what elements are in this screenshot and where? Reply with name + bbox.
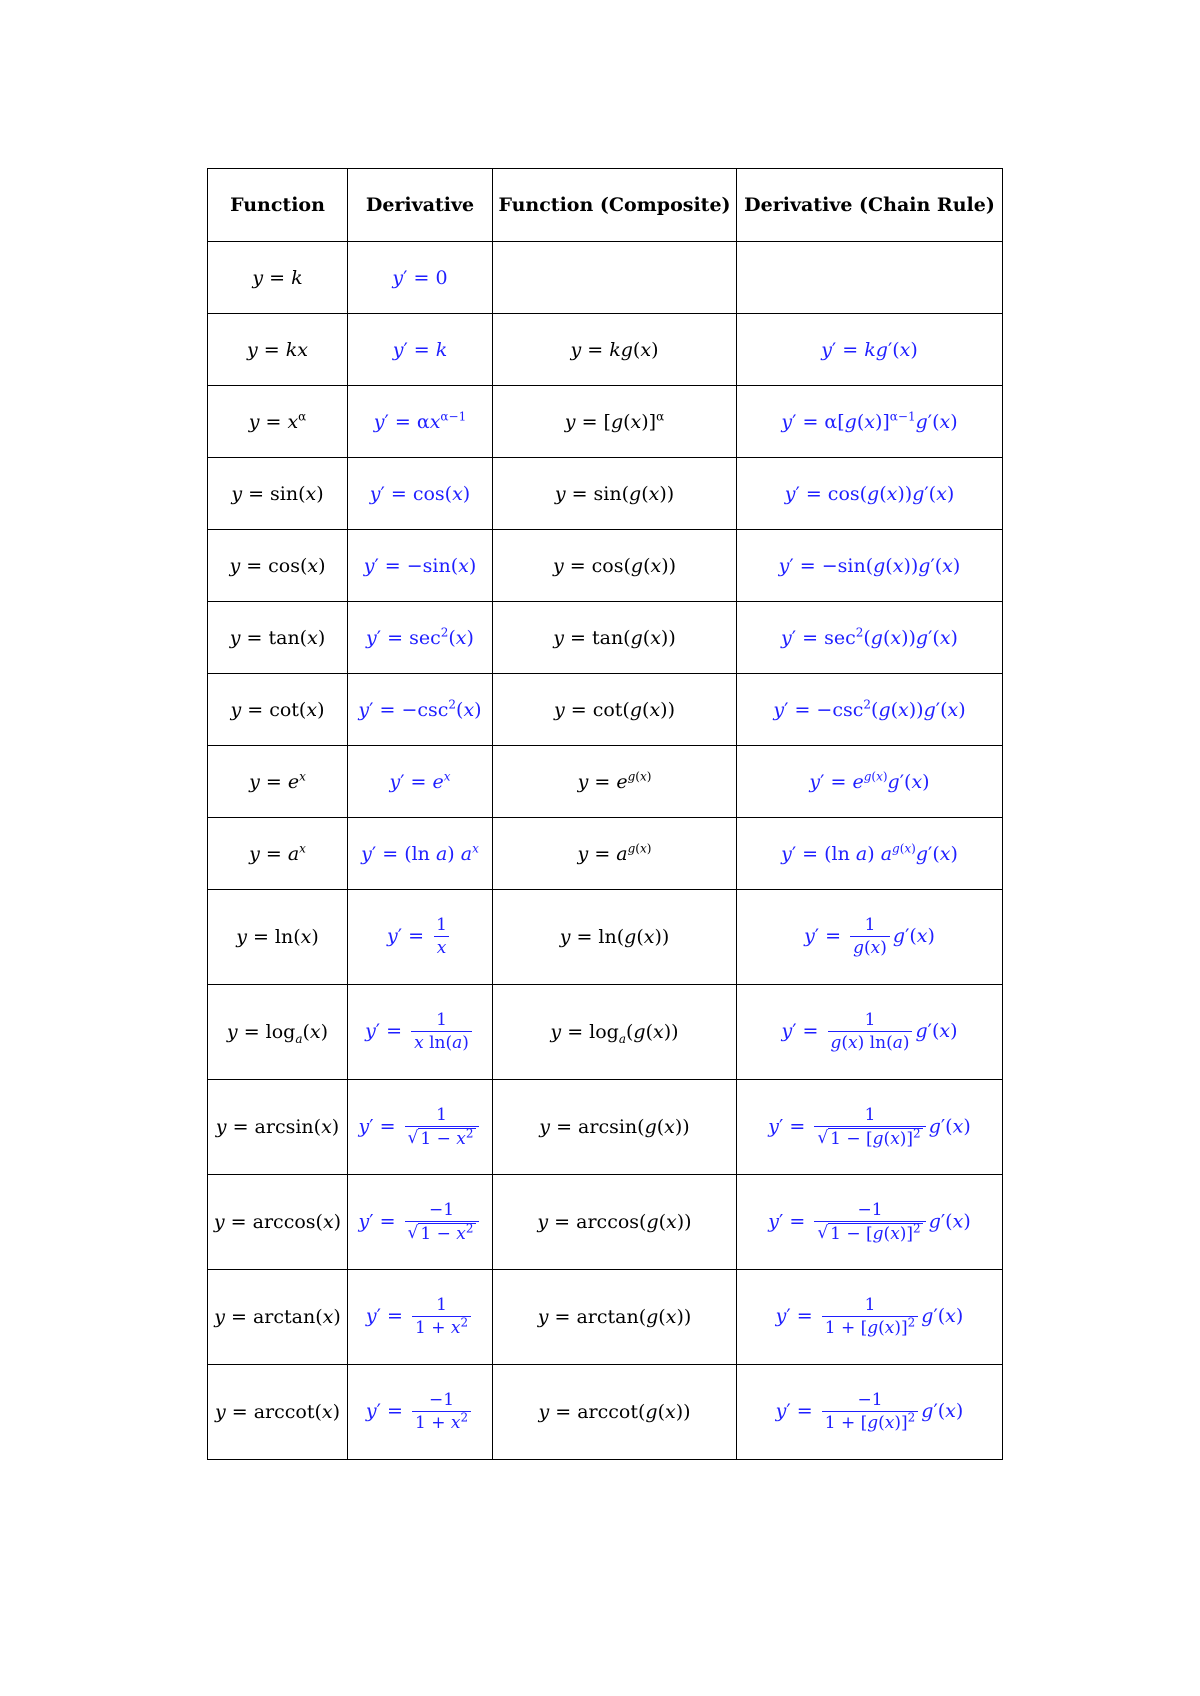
composite-function-cell: y = cos(g(x)) bbox=[493, 530, 737, 602]
function-cell: y = arccos(x) bbox=[208, 1175, 348, 1270]
function-cell: $y = e^x$ bbox=[208, 746, 348, 818]
function-cell: y = cot(x) bbox=[208, 674, 348, 746]
derivative-cell: y′ = $\frac{1}{\text{x ln(a)}}$ bbox=[348, 985, 493, 1080]
derivatives-table bbox=[207, 168, 1003, 1460]
table-row bbox=[208, 530, 1003, 602]
composite-function-cell: $y = a^{g(x)}$ bbox=[493, 818, 737, 890]
composite-function-cell: y = arcsin(g(x)) bbox=[493, 1080, 737, 1175]
function-cell: y = arctan(x) bbox=[208, 1270, 348, 1365]
chain-rule-derivative-cell: y′ = −sin(g(x))g′(x) bbox=[737, 530, 1003, 602]
derivative-cell: $y' = \sec^2(x)$ bbox=[348, 602, 493, 674]
composite-function-cell: y = ln(g(x)) bbox=[493, 890, 737, 985]
function-cell: y = sin(x) bbox=[208, 458, 348, 530]
derivative-cell: y′ = cos(x) bbox=[348, 458, 493, 530]
table-row bbox=[208, 1175, 1003, 1270]
header-function-composite: Function (Composite) bbox=[493, 169, 737, 242]
function-cell: y = k bbox=[208, 242, 348, 314]
derivative-cell: $y' = -\csc^2(x)$ bbox=[348, 674, 493, 746]
table-row bbox=[208, 386, 1003, 458]
header-row bbox=[208, 169, 1003, 242]
table-row bbox=[208, 1270, 1003, 1365]
function-cell: y = ln(x) bbox=[208, 890, 348, 985]
composite-function-cell: y = tan(g(x)) bbox=[493, 602, 737, 674]
derivative-cell: y′ = $\frac{-1}{1 + x^2}$ bbox=[348, 1365, 493, 1460]
derivative-cell: y′ = 1 √ $1 - x^2$ bbox=[348, 1080, 493, 1175]
header-derivative-chain-rule: Derivative (Chain Rule) bbox=[737, 169, 1003, 242]
composite-function-cell: y = cot(g(x)) bbox=[493, 674, 737, 746]
function-cell: y = cos(x) bbox=[208, 530, 348, 602]
chain-rule-derivative-cell: y′ = (ln a) $a^{g(x)}g'(x)$ bbox=[737, 818, 1003, 890]
table-row bbox=[208, 890, 1003, 985]
header-derivative: Derivative bbox=[348, 169, 493, 242]
chain-rule-derivative-cell bbox=[737, 242, 1003, 314]
table-row bbox=[208, 314, 1003, 386]
table-row bbox=[208, 985, 1003, 1080]
composite-function-cell: y = sin(g(x)) bbox=[493, 458, 737, 530]
composite-function-cell: $y = \log_a(g(x))$ bbox=[493, 985, 737, 1080]
chain-rule-derivative-cell: $y' = \alpha[g(x)]^{\alpha-1}g'(x)$ bbox=[737, 386, 1003, 458]
chain-rule-derivative-cell: y′ = $\frac{1}{g(x)}$ g′(x) bbox=[737, 890, 1003, 985]
derivative-cell: y′ = −1 √ $1 - x^2$ bbox=[348, 1175, 493, 1270]
chain-rule-derivative-cell: y′ = −1 √ $1 - [g(x)]^2$ g′(x) bbox=[737, 1175, 1003, 1270]
derivative-cell: $y' = e^x$ bbox=[348, 746, 493, 818]
table-row bbox=[208, 674, 1003, 746]
chain-rule-derivative-cell: y′ = kg′(x) bbox=[737, 314, 1003, 386]
function-cell: y = kx bbox=[208, 314, 348, 386]
composite-function-cell: y = arccot(g(x)) bbox=[493, 1365, 737, 1460]
function-cell: $y = \log_a(x)$ bbox=[208, 985, 348, 1080]
table-row bbox=[208, 1080, 1003, 1175]
composite-function-cell: $y = e^{g(x)}$ bbox=[493, 746, 737, 818]
derivative-cell: y′ = 0 bbox=[348, 242, 493, 314]
table-row bbox=[208, 458, 1003, 530]
function-cell: $y = a^x$ bbox=[208, 818, 348, 890]
derivative-cell: $y' = \alpha x^{\alpha-1}$ bbox=[348, 386, 493, 458]
derivative-cell: y′ = k bbox=[348, 314, 493, 386]
table-row bbox=[208, 746, 1003, 818]
composite-function-cell: $y = [g(x)]^\alpha$ bbox=[493, 386, 737, 458]
table-row bbox=[208, 818, 1003, 890]
chain-rule-derivative-cell: $y' = e^{g(x)}g'(x)$ bbox=[737, 746, 1003, 818]
derivative-cell: y′ = (ln a) $a^x$ bbox=[348, 818, 493, 890]
derivative-cell: y′ = −sin(x) bbox=[348, 530, 493, 602]
composite-function-cell: y = kg(x) bbox=[493, 314, 737, 386]
table-row bbox=[208, 242, 1003, 314]
composite-function-cell: y = arctan(g(x)) bbox=[493, 1270, 737, 1365]
function-cell: $y = x^\alpha$ bbox=[208, 386, 348, 458]
composite-function-cell bbox=[493, 242, 737, 314]
chain-rule-derivative-cell: y′ = $\frac{1}{1 + [g(x)]^2}$ g′(x) bbox=[737, 1270, 1003, 1365]
chain-rule-derivative-cell: $y' = -\csc^2(g(x))g'(x)$ bbox=[737, 674, 1003, 746]
derivative-cell: y′ = $\frac{1}{1 + x^2}$ bbox=[348, 1270, 493, 1365]
chain-rule-derivative-cell: y′ = $\frac{-1}{1 + [g(x)]^2}$ g′(x) bbox=[737, 1365, 1003, 1460]
function-cell: y = arcsin(x) bbox=[208, 1080, 348, 1175]
composite-function-cell: y = arccos(g(x)) bbox=[493, 1175, 737, 1270]
function-cell: y = tan(x) bbox=[208, 602, 348, 674]
function-cell: y = arccot(x) bbox=[208, 1365, 348, 1460]
chain-rule-derivative-cell: $y' = \sec^2(g(x))g'(x)$ bbox=[737, 602, 1003, 674]
table-row bbox=[208, 602, 1003, 674]
chain-rule-derivative-cell: y′ = cos(g(x))g′(x) bbox=[737, 458, 1003, 530]
chain-rule-derivative-cell: y′ = 1 √ $1 - [g(x)]^2$ g′(x) bbox=[737, 1080, 1003, 1175]
header-function: Function bbox=[208, 169, 348, 242]
derivative-cell: y′ = $\frac{1}{x}$ bbox=[348, 890, 493, 985]
table-row bbox=[208, 1365, 1003, 1460]
chain-rule-derivative-cell: y′ = $\frac{1}{g(x) \ln(a)}$ g′(x) bbox=[737, 985, 1003, 1080]
